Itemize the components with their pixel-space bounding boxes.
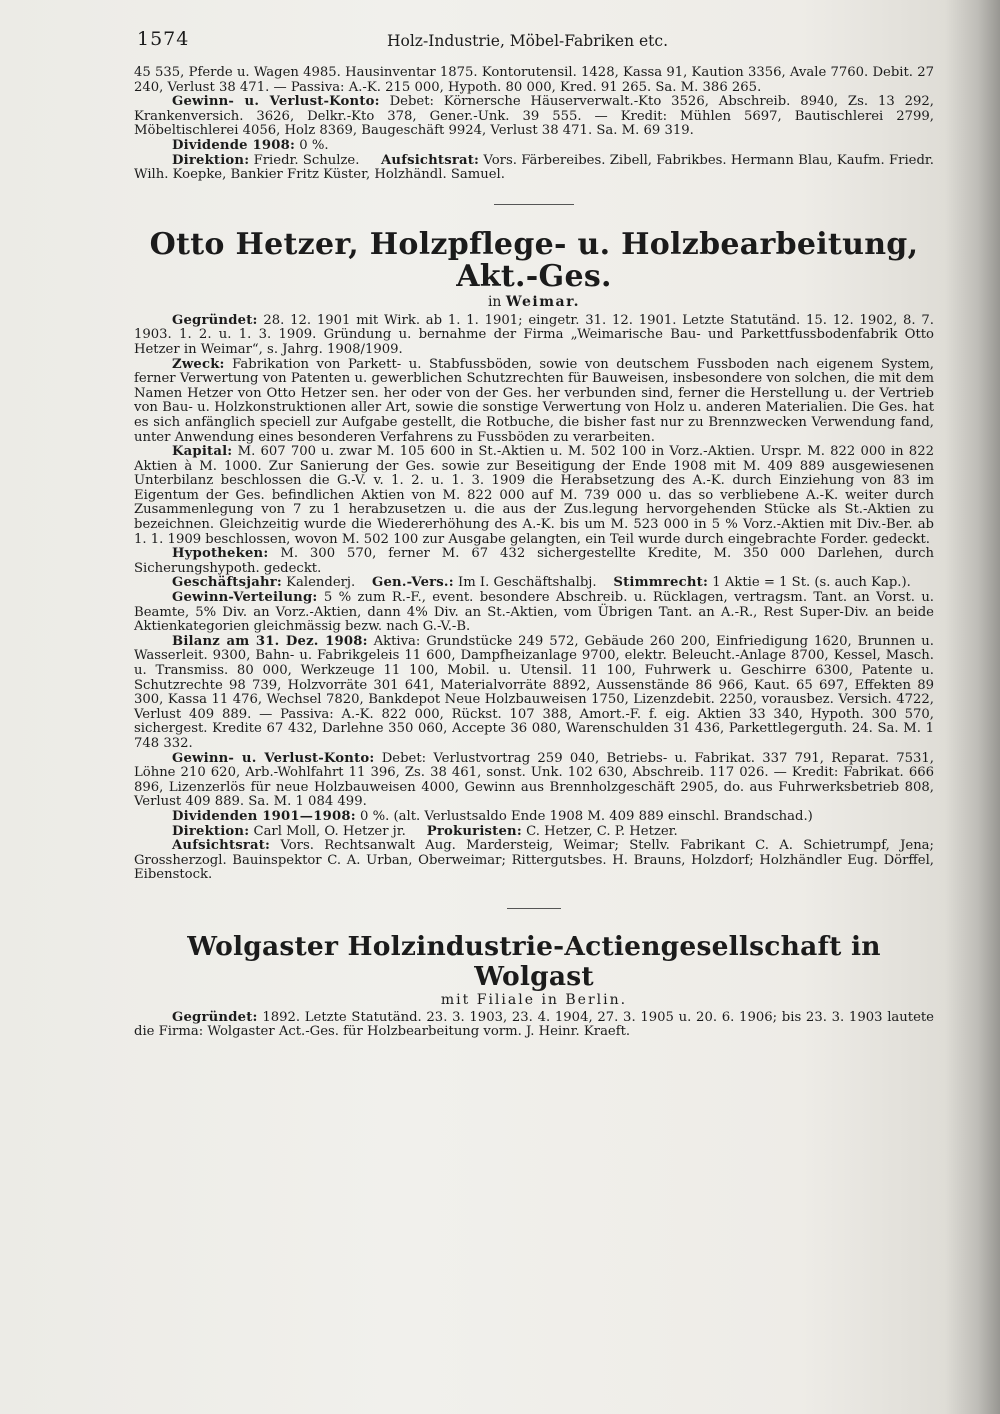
hetzer-dividenden [134,810,934,825]
prev-direktion-paragraph [134,154,934,183]
page-number: 1574 [137,28,190,50]
hetzer-bilanz-text: Aktiva: Grundstücke 249 572, Gebäude 260 200, Einfriedigung 1620, Brunnen u. Wasserleit. 9300, Bahn- u. Fabrikgeleis 11 600, Dampfheizanlage 9700, elektr. Beleucht.-Anlage 8700, Kessel, Masch. u. Transmiss. 80 000, Werkzeuge 11 100, Mobil. u. Utensil. 11 100, Fuhrwerk u. Geschirre 6300, Patente u. Schutzrechte 98 739, Holzvorräte 301 641, Materialvorräte 8892, Aussenstände 86 966, Kaut. 65 697, Effekten 89 300, Kassa 11 476, Wechsel 7820, Bankdepot Neue Holzbauweisen 1750, Lizenzdebit. 2250, vorausbez. Versich. 4722, Verlust 409 889. — Passiva: A.-K. 822 000, Rückst. 107 388, Amort.-F. f. eig. Aktien 33 340, Hypoth. 300 570, sichergest. Kredite 67 432, Darlehne 350 060, Accepte 36 080, Warenschulden 31 436, Parkettlegerguth. 24. Sa. M. 1 748 332. [134,633,934,751]
hetzer-prokuristen-text: C. Hetzer, C. P. Hetzer. [526,823,678,839]
wolgaster-gegruendet [134,1011,934,1040]
hetzer-aufsichtsrat [134,839,934,883]
wolgaster-entry [134,932,934,1040]
prev-aufsichtsrat-text: Vors. Färbereibes. Zibell, Fabrikbes. Hermann Blau, Kaufm. Friedr. Wilh. Koepke, Bankier Fritz Küster, Holzhändl. Samuel. [134,152,934,183]
hetzer-gv-label: Gen.-Vers.: [372,575,454,591]
hetzer-direktion-text: Carl Moll, O. Hetzer jr. [253,823,406,839]
hetzer-verteilung-text: 5 % zum R.-F., event. besondere Abschreib. u. Rücklagen, vertragsm. Tant. an Vorst. u. Beamte, 5% Div. an Vorz.-Aktien, dann 4% Div. an St.-Aktien, vom Übrigen Tant. an A.-R., Rest Super-Div. an beide Aktienkategorien gleichmässig bezw. nach G.-V.-B. [134,590,934,635]
hetzer-gv-text: Im I. Geschäftshalbj. [458,575,597,591]
hetzer-location-prefix: in [487,293,502,310]
hetzer-gj-text: Kalenderj. [286,575,356,591]
hetzer-stimmrecht-label: Stimmrecht: [613,575,709,591]
hetzer-company-title: Otto Hetzer, Holzpflege- u. Holzbearbeitung, Akt.-Ges. [149,226,919,294]
hetzer-location [134,294,934,311]
hetzer-dividenden-label: Dividenden 1901—1908: [172,808,356,824]
prev-dividende-text: 0 %. [299,137,329,153]
hetzer-kapital-text: M. 607 700 u. zwar M. 105 600 in St.-Aktien u. M. 502 100 in Vorz.-Aktien. Urspr. M. 822 000 in 822 Aktien à M. 1000. Zur Sanierung der Ges. sowie zur Beseitigung der Ende 1908 mit M. 409 889 ausgewiesenen Unterbilanz beschlossen die G.-V. v. 1. 2. u. 1. 3. 1909 die Herabsetzung des A.-K. durch Einziehung von 83 im Eigentum der Ges. befindlichen Aktien von M. 822 000 auf M. 739 000 u. das so verbliebene A.-K. weiter durch Zusammenlegung von 7 zu 1 herabzusetzen u. die aus der Zus.legung hervorgehenden Stücke als St.-Aktien zu bezeichnen. Gleichzeitig wurde die Wiedererhöhung des A.-K. bis um M. 523 000 in 5 % Vorz.-Aktien mit Div.-Ber. ab 1. 1. 1909 beschlossen, wovon M. 502 100 zur Ausgabe gelangten, ein Teil wurde durch eingebrachte Forder. gedeckt. [134,444,934,547]
hetzer-aufsichtsrat-text: Vors. Rechtsanwalt Aug. Mardersteig, Weimar; Stellv. Fabrikant C. A. Schietrumpf, Jena; Grossherzogl. Bauinspektor C. A. Urban, Oberweimar; Rittergutsbes. H. Brauns, Holzdorf; Holzhändler Eug. Dörffel, Eibenstock. [134,838,934,883]
prev-dividende-label: Dividende 1908: [172,137,296,153]
hetzer-kapital-label: Kapital: [172,444,233,460]
prev-company-entry [134,66,934,183]
hetzer-hypotheken-label: Hypotheken: [172,546,269,562]
hetzer-direktion [134,825,934,840]
hetzer-kapital [134,445,934,547]
hetzer-hypotheken [134,547,934,576]
hetzer-aufsichtsrat-label: Aufsichtsrat: [172,838,271,854]
hetzer-zweck-text: Fabrikation von Parkett- u. Stabfussböden, sowie von deutschem Fussboden nach eigenem System, ferner Verwertung von Patenten u. gewerblichen Schutzrechten für Bauweisen, insbesondere von solchen, die mit dem Namen Hetzer von Otto Hetzer sen. her oder von der Ges. her verbunden sind, ferner die Herstellung u. der Vertrieb von Bau- u. Holzkonstruktionen aller Art, sowie die sonstige Verwertung von Holz u. anderen Materialien. Die Ges. hat es sich anfänglich speciell zur Aufgabe gestellt, die Rotbuche, die bisher fast nur zu Brennzwecken Verwendung fand, unter Anwendung eines besonderen Verfahrens zu Fussböden zu verarbeiten. [134,356,934,445]
hetzer-gegruendet-text: 28. 12. 1901 mit Wirk. ab 1. 1. 1901; eingetr. 31. 12. 1901. Letzte Statutänd. 15. 12. 1902, 8. 7. 1903. 1. 2. u. 1. 3. 1909. Gründung u. bernahme der Firma „Weimarische Bau- und Parkettfussbodenfabrik Otto Hetzer in Weimar“, s. Jahrg. 1908/1909. [134,312,934,357]
hetzer-prokuristen-label: Prokuristen: [426,823,522,839]
hetzer-guv-label: Gewinn- u. Verlust-Konto: [172,750,375,766]
prev-aufsichtsrat-label: Aufsichtsrat: [380,152,480,168]
hetzer-gewinn-verteilung [134,591,934,635]
page-content [134,66,934,1040]
hetzer-entry [134,226,934,883]
prev-bilanz-continued: 45 535, Pferde u. Wagen 4985. Hausinventar 1875. Kontorutensil. 1428, Kassa 91, Kaution 3356, Avale 7760. Debit. 27 240, Verlust 38 471. — Passiva: A.-K. 215 000, Hypoth. 80 000, Kred. 91 265. Sa. M. 386 265. [134,65,934,95]
hetzer-gegruendet [134,314,934,358]
prev-dividende-paragraph [134,139,934,154]
section-divider [494,204,574,205]
hetzer-stimmrecht-text: 1 Aktie = 1 St. (s. auch Kap.). [712,575,911,591]
running-title: Holz-Industrie, Möbel-Fabriken etc. [387,32,669,50]
hetzer-verteilung-label: Gewinn-Verteilung: [172,590,318,606]
wolgaster-gegruendet-label: Gegründet: [172,1009,258,1025]
hetzer-direktion-label: Direktion: [172,823,250,839]
hetzer-gj-label: Geschäftsjahr: [172,575,282,591]
prev-guv-text: Debet: Körnersche Häuserverwalt.-Kto 3526, Abschreib. 8940, Zs. 13 292, Krankenversich. 3626, Delkr.-Kto 378, Gener.-Unk. 39 555. — Kredit: Mühlen 5697, Bautischlerei 2799, Möbeltischlerei 4056, Holz 8369, Baugeschäft 9924, Verlust 38 471. Sa. M. 69 319. [134,94,934,139]
hetzer-gegruendet-label: Gegründet: [172,312,258,328]
page-header [137,28,927,58]
binding-shadow [945,0,1000,1414]
hetzer-zweck [134,358,934,446]
wolgaster-gegruendet-text: 1892. Letzte Statutänd. 23. 3. 1903, 23. 4. 1904, 27. 3. 1905 u. 20. 6. 1906; bis 23. 3. 1903 lautete die Firma: Wolgaster Act.-Ges. für Holzbearbeitung vorm. J. Heinr. Kraeft. [134,1009,934,1040]
hetzer-guv-text: Debet: Verlustvortrag 259 040, Betriebs- u. Fabrikat. 337 791, Reparat. 7531, Löhne 210 620, Arb.-Wohlfahrt 11 396, Zs. 38 461, sonst. Unk. 102 630, Abschreib. 117 026. — Kredit: Fabrikat. 666 896, Lizenzerlös für neue Holzbauweisen 4000, Gewinn aus Brennholzgeschäft 2905, do. aus Fuhrwerksbetrieb 808, Verlust 409 889. Sa. M. 1 084 499. [134,750,934,810]
hetzer-hypotheken-text: M. 300 570, ferner M. 67 432 sichergestellte Kredite, M. 350 000 Darlehen, durch Sicherungshypoth. gedeckt. [134,546,934,576]
prev-guv-paragraph [134,95,934,139]
hetzer-geschaeftsjahr [134,576,934,591]
wolgaster-subtitle: mit Filiale in Berlin. [440,991,628,1008]
prev-guv-label: Gewinn- u. Verlust-Konto: [172,94,380,110]
hetzer-location-city: Weimar. [505,293,581,310]
section-divider [507,908,561,909]
hetzer-bilanz-label: Bilanz am 31. Dez. 1908: [172,633,368,649]
hetzer-guv [134,752,934,810]
wolgaster-company-title: Wolgaster Holzindustrie-Actiengesellschaft in Wolgast [187,930,881,992]
hetzer-zweck-label: Zweck: [172,356,225,372]
prev-direktion-text: Friedr. Schulze. [253,152,360,168]
hetzer-dividenden-text: 0 %. (alt. Verlustsaldo Ende 1908 M. 409 889 einschl. Brandschad.) [359,808,813,824]
hetzer-bilanz [134,635,934,752]
prev-direktion-label: Direktion: [172,152,250,168]
